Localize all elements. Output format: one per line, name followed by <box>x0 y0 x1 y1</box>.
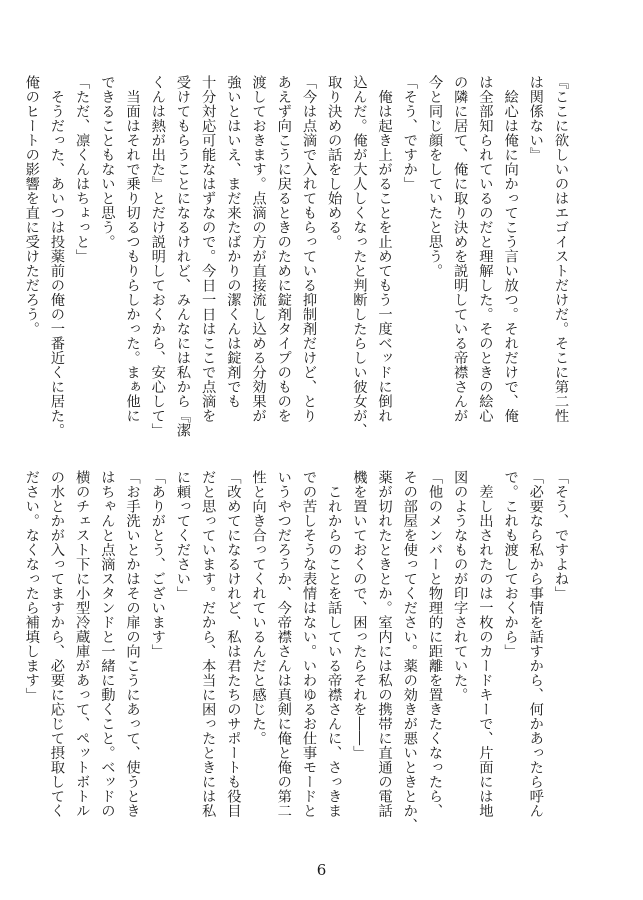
text-line: で。これも渡しておくから」 <box>502 470 519 659</box>
text-line: 受けてもらうことになるけれど、みんなには私から『潔 <box>174 75 191 438</box>
text-line: 渡しておきます。点滴の方が直接流し込める分効果が <box>250 75 267 423</box>
text-line: できることもないと思う。 <box>99 75 116 249</box>
text-line: これからのことを話している帝襟さんに、さっきま <box>326 470 343 818</box>
text-line: そうだった、あいつは投薬前の俺の一番近くに居た。 <box>48 75 65 438</box>
lower-text-block <box>19 470 573 854</box>
text-line: 取り決めの話をし始める。 <box>326 75 343 249</box>
text-line: 絵心は俺に向かってこう言い放つ。それだけで、俺 <box>502 75 519 423</box>
text-line: その部屋を使ってください。薬の効きが悪いときとか、 <box>401 470 418 833</box>
text-line: 「そう、ですか」 <box>401 75 418 191</box>
text-line: に頼ってください」 <box>174 470 191 601</box>
text-line: 「お手洗いとかはその扉の向こうにあって、使うとき <box>124 470 141 818</box>
text-line: あえず向こうに戻るときのために錠剤タイプのものを <box>275 75 292 423</box>
text-line: 込んだ。俺が大人しくなったと判断したらしい彼女が、 <box>351 75 368 438</box>
text-line: はちゃんと点滴スタンドと一緒に動くこと。ベッドの <box>99 470 116 818</box>
text-line: 「そう、ですよね」 <box>553 470 569 601</box>
text-line: の水とかが入ってますから、必要に応じて摂取してく <box>48 470 65 818</box>
text-line: 「改めてになるけれど、私は君たちのサポートも役目 <box>225 470 242 818</box>
text-line: ださい。なくなったら補填します」 <box>23 470 40 702</box>
text-line: 機を置いておくので、困ったらそれを――」 <box>351 470 368 760</box>
text-line: 「必要なら私から事情を話すから、何かあったら呼ん <box>527 470 544 818</box>
upper-text-block <box>19 75 573 459</box>
text-line: 図のようなものが印字されていた。 <box>452 470 469 702</box>
text-line: 「他のメンバーと物理的に距離を置きたくなったら、 <box>426 470 443 818</box>
text-line: 横のチェスト下に小型冷蔵庫があって、ペットボトル <box>74 470 91 818</box>
text-line: 性と向き合ってくれているんだと感じた。 <box>250 470 267 746</box>
text-line: は関係ない』 <box>527 75 544 162</box>
text-line: 強いとはいえ、まだ来たばかりの潔くんは錠剤でも <box>225 75 242 409</box>
text-line: 十分対応可能なはずなので。今日一日はここで点滴を <box>200 75 217 423</box>
text-line: 当面はそれで乗り切るつもりらしかった。まぁ他に <box>124 75 141 423</box>
text-line: 俺のヒートの影響を直に受けただろう。 <box>23 75 40 336</box>
text-line: くんは熱が出た』とだけ説明しておくから、安心して」 <box>149 75 166 438</box>
page-number: 6 <box>316 861 327 879</box>
text-line: 『ここに欲しいのはエゴイストだけだ。そこに第二性 <box>553 75 569 423</box>
text-line: の隣に居て、俺に取り決めを説明している帝襟さんが <box>452 75 469 423</box>
text-line: 「ただ、凛くんはちょっと」 <box>74 75 91 264</box>
text-line: 薬が切れたときとか。室内には私の携帯に直通の電話 <box>376 470 393 818</box>
text-line: 差し出されたのは一枚のカードキーで、片面には地 <box>477 470 494 818</box>
text-line: いうやつだろうか、今帝襟さんは真剣に俺と俺の第二 <box>275 470 292 818</box>
text-line: は全部知られているのだと理解した。そのときの絵心 <box>477 75 494 423</box>
text-line: 今と同じ顔をしていたと思う。 <box>426 75 443 278</box>
text-line: 「今は点滴で入れてもらっている抑制剤だけど、とり <box>300 75 317 423</box>
text-line: だと思っています。だから、本当に困ったときには私 <box>200 470 217 818</box>
text-line: での苦しそうな表情はない。いわゆるお仕事モードと <box>300 470 317 818</box>
text-line: 「ありがとう、ございます」 <box>149 470 166 659</box>
text-line: 俺は起き上がることを止めてもう一度ベッドに倒れ <box>376 75 393 423</box>
